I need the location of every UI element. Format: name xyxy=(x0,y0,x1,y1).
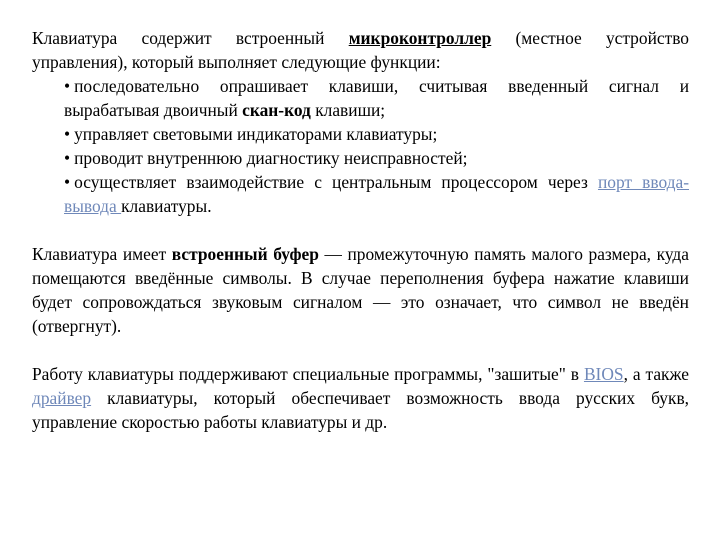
paragraph-keyboard-controller xyxy=(32,26,689,218)
bullet4-text-before: осуществляет взаимодействие с центральным процессором через xyxy=(74,172,598,192)
paragraph3-text-before: Работу клавиатуры поддерживают специальные программы, "зашитые" в xyxy=(32,364,584,384)
paragraph2-text-after: — промежуточную память малого размера, куда помещаются введённые символы. В случае переполнения буфера нажатие клавиши будет сопровождаться звуковым сигналом — это означает, что символ не введён (отвергнут). xyxy=(32,244,689,336)
term-scan-code: скан-код xyxy=(242,100,311,120)
bullet-glyph: • xyxy=(64,124,71,144)
paragraph3-text-middle: , а также xyxy=(623,364,690,384)
io-port-link[interactable]: порт ввода-вывода xyxy=(64,172,689,216)
list-item xyxy=(32,170,689,218)
paragraph1-text-after: (местное устройство управления), который выполняет следующие функции: xyxy=(32,28,689,72)
bullet3-text: проводит внутреннюю диагностику неисправностей; xyxy=(74,148,468,168)
bullet-glyph: • xyxy=(64,172,71,192)
driver-link[interactable]: драйвер xyxy=(32,388,92,408)
term-microcontroller: микроконтроллер xyxy=(348,28,492,48)
bullet-glyph: • xyxy=(64,76,71,96)
list-item xyxy=(32,146,689,170)
bullet1-text-before: последовательно опрашивает клавиши, считывая введенный сигнал и вырабатывая двоичный xyxy=(64,76,689,120)
paragraph1-text-before: Клавиатура содержит встроенный xyxy=(32,28,349,48)
document-page xyxy=(32,26,689,434)
bullet4-text-after: клавиатуры. xyxy=(121,196,212,216)
bios-link[interactable]: BIOS xyxy=(583,364,624,384)
paragraph-buffer xyxy=(32,242,689,338)
paragraph3-text-after: клавиатуры, который обеспечивает возможность ввода русских букв, управление скоростью работы клавиатуры и др. xyxy=(32,388,689,432)
bullet-glyph: • xyxy=(64,148,71,168)
term-built-in-buffer: встроенный буфер xyxy=(171,244,319,264)
bullet2-text: управляет световыми индикаторами клавиатуры; xyxy=(74,124,438,144)
functions-list xyxy=(32,74,689,218)
paragraph-bios-driver xyxy=(32,362,689,434)
list-item xyxy=(32,74,689,122)
list-item xyxy=(32,122,689,146)
bullet1-text-after: клавиши; xyxy=(310,100,386,120)
paragraph2-text-before: Клавиатура имеет xyxy=(32,244,172,264)
